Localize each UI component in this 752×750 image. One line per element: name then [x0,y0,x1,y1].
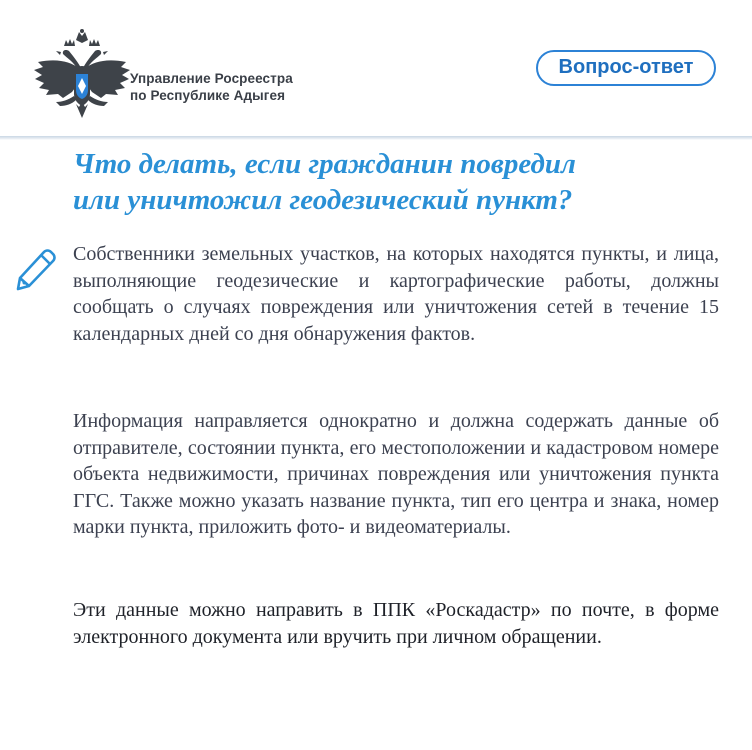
paragraph-3: Эти данные можно направить в ППК «Роскадастр» по почте, в форме электронного документа или вручить при личном обращении. [73,599,719,648]
qa-badge: Вопрос-ответ [536,50,716,86]
org-name-line-2: по Республике Адыгея [130,88,286,103]
organization-name [130,70,350,104]
eagle-emblem-logo [32,28,132,120]
pencil-icon [14,244,60,292]
header-divider [0,136,752,140]
paragraph-2: Информация направляется однократно и должна содержать данные об отправителе, состоянии пункта, его местоположении и кадастровом номере объекта недвижимости, причинах повреждения или уничтожения пункта ГГС. Также можно указать название пункта, тип его центра и знака, номер марки пункта, приложить фото- и видеоматериалы. [73,410,719,538]
article-title [73,146,733,218]
title-line-2: или уничтожил геодезический пункт? [73,184,573,216]
title-line-1: Что делать, если гражданин повредил [73,148,576,180]
org-name-line-1: Управление Росреестра [130,71,293,86]
paragraph-1: Собственники земельных участков, на которых находятся пункты, и лица, выполняющие геодезические и картографические работы, должны сообщать о случаях повреждения или уничтожения сетей в течение 15 календарных дней со дня обнаружения фактов. [73,243,719,345]
